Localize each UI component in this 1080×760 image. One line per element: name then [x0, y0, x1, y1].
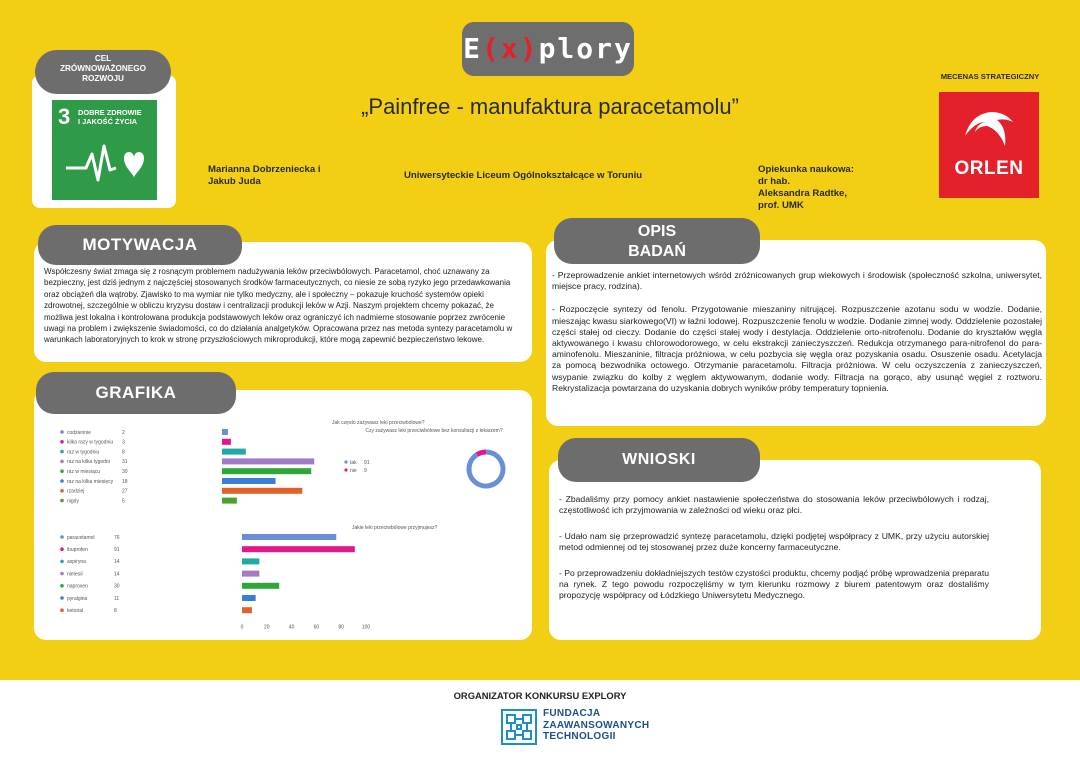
chart-2-bar — [242, 534, 336, 540]
foundation-name: FUNDACJA ZAAWANSOWANYCH TECHNOLOGII — [543, 708, 650, 742]
chart-2-value-label: 91 — [114, 547, 120, 553]
wnioski-text — [559, 494, 989, 616]
wnioski-paragraph-1: - Zbadaliśmy przy pomocy ankiet nastawienie społeczeństwa do stosowania leków przeciwbólowych i rodzaj, częstotliwość ich przyjmowania w zależności od wieku oraz płci. — [559, 494, 989, 516]
chart-2-legend-dot — [60, 535, 64, 539]
chart-2-category-label: aspiryna — [67, 559, 86, 566]
chart-3-legend-value: 9 — [364, 467, 367, 474]
chart-2-x-tick: 60 — [313, 624, 320, 631]
chart-1-category-label: kilka razy w tygodniu — [67, 439, 114, 446]
orlen-logo — [939, 92, 1039, 198]
chart-2-bar — [242, 571, 259, 577]
chart-1-bar — [222, 458, 314, 464]
authors: Marianna Dobrzeniecka i Jakub Juda — [208, 164, 321, 187]
supervisor: Opiekunka naukowa: dr hab. Aleksandra Radtke, prof. UMK — [758, 164, 854, 211]
project-title: „Painfree - manufaktura paracetamolu” — [361, 94, 739, 119]
wnioski-paragraph-3: - Po przeprowadzeniu dokładniejszych testów czystości produktu, chcemy podjąć próbę wprowadzenia preparatu na rynek. Z tego powodu rozpoczęliśmy w tym kierunku rozmowy z biurem patentowym oraz dostaliśmy propozycję współpracy od Łódzkiego Uniwersytetu Medycznego. — [559, 567, 989, 601]
chart-2-value-label: 76 — [114, 534, 120, 541]
chart-2-value-label: 30 — [114, 583, 120, 590]
chart-2-category-label: nimesil — [67, 571, 83, 578]
chart-1-value-label: 3 — [122, 439, 125, 446]
sdg-badge: CEL ZRÓWNOWAŻONEGO ROZWOJU — [35, 50, 171, 94]
chart-2-category-label: ibuprofen — [67, 547, 88, 553]
chart-2-bar — [242, 583, 279, 589]
chart-1-value-label: 5 — [122, 498, 125, 505]
chart-2-legend-dot — [60, 547, 64, 551]
chart-1-category-label: nigdy — [67, 498, 79, 505]
wnioski-card — [549, 460, 1041, 640]
chart-1-category-label: raz na kilka miesięcy — [67, 478, 114, 485]
chart-3-slice — [469, 452, 503, 486]
sdg-title: DOBRE ZDROWIE I JAKOŚĆ ŻYCIA — [78, 108, 142, 126]
chart-1-legend-dot — [60, 450, 64, 454]
wnioski-paragraph-2: - Udało nam się przeprowadzić syntezę paracetamolu, dzięki podjętej współpracy z UMK, przy użyciu autorskiej metod odmiennej od tej stosowanej przez duże koncerny farmaceutyczne. — [559, 530, 989, 553]
opis-paragraph-1: - Przeprowadzenie ankiet internetowych wśród zróżnicowanych grup wiekowych i środowisk (społeczność szkolna, uniwersytet, miejsce pracy, rodzina). — [552, 270, 1042, 292]
chart-1-value-label: 2 — [122, 429, 125, 436]
chart-3-legend-label: nie — [350, 467, 357, 474]
chart-1-legend-dot — [60, 440, 64, 444]
chart-2-category-label: pyralgina — [67, 595, 88, 602]
survey-charts — [34, 390, 532, 640]
explory-logo — [462, 22, 634, 76]
chart-1-bar — [222, 488, 302, 494]
footer — [0, 680, 1080, 760]
chart-2-legend-dot — [60, 560, 64, 564]
chart-1-legend-dot — [60, 460, 64, 464]
chart-2-bar — [242, 546, 355, 552]
chart-2-title: Jakie leki przeciwbólowe przyjmujesz? — [352, 525, 438, 531]
chart-1-legend-dot — [60, 489, 64, 493]
sponsor-label: MECENAS STRATEGICZNY — [940, 72, 1040, 81]
opis-text — [552, 270, 1042, 400]
chart-3-legend-label: tak — [350, 459, 357, 466]
chart-1-category-label: rzadziej — [67, 488, 85, 495]
chart-3-legend-dot — [344, 460, 347, 463]
chart-2-x-tick: 20 — [264, 624, 270, 631]
chart-1-bar — [222, 478, 276, 484]
chart-1-legend-dot — [60, 469, 64, 473]
chart-1-bar — [222, 498, 237, 504]
chart-2-category-label: ketonal — [67, 608, 84, 614]
motywacja-text: Współczesny świat zmaga się z rosnącym problemem nadużywania leków przeciwbólowych. Paracetamol, choć uznawany za bezpieczny, jest dziś jednym z najczęściej stosowanych środków farmaceutycznych, co niesie ze sobą ryzyko jego przedawkowania oraz obciążeń dla wątroby. Zjawisko to ma wymiar nie tylko medyczny, ale i społeczny – pokazuje kruchość systemów opieki zdrowotnej, szczególnie w obliczu kryzysu dostaw i centralizacji produkcji leków w Azji. Naszym projektem chcemy pokazać, że możliwa jest lokalna i kontrolowana produkcja podstawowych leków oraz ograniczyć ich nadmierne stosowanie poprzez zwrócenie uwagi na problem i zwiększenie świadomości, co do działania analgetyków. Opracowana przez nas metoda syntezy paracetamolu w warunkach laboratoryjnych to krok w stronę przyszłościowych mikroprodukcji, które mogą zapewnić bezpieczeństwo lekowe. — [44, 267, 513, 345]
opis-heading — [554, 218, 760, 264]
grafika-heading: GRAFIKA — [36, 372, 236, 414]
logo-part-e: E — [463, 32, 482, 65]
chart-1-legend-dot — [60, 430, 64, 434]
chart-1-category-label: raz na kilka tygodni — [67, 459, 110, 466]
chart-2-category-label: naproxen — [67, 583, 88, 590]
chart-2-value-label: 8 — [114, 608, 117, 614]
chart-2-legend-dot — [60, 584, 64, 588]
chart-1-title: Jak często zażywasz leki przeciwbólowe? — [332, 420, 425, 426]
chart-2-legend-dot — [60, 596, 64, 600]
chart-1-value-label: 31 — [122, 459, 128, 466]
chart-1-value-label: 27 — [122, 488, 128, 495]
opis-heading-line1: OPIS — [637, 223, 677, 240]
chart-2-bar — [242, 607, 252, 613]
heartbeat-icon — [64, 140, 146, 188]
chart-1-bar — [222, 449, 246, 455]
sdg-number: 3 — [58, 104, 71, 129]
chart-2-bar — [242, 595, 256, 601]
chart-2-x-tick: 100 — [361, 624, 371, 631]
opis-paragraph-2: - Rozpoczęcie syntezy od fenolu. Przygotowanie mieszaniny nitrującej. Rozpuszczenie azotanu sodu w wodzie. Dodanie, mieszając kwasu siarkowego(VI) w łaźni lodowej. Rozpuszczenie fenolu w wodzie. Dodanie zimnej wody. Oddzielenie pozostałej części stałej od cieczy. Dodanie do części stałej wody i destylacja. Oddzielenie orto-nitrofenolu. Dodanie do kryształów węgla aktywowanego i kwasu chlorowodorowego, w celu ekstrakcji zanieczyszczeń. Redukcja otrzymanego para-nitrofenol do para-aminofenolu. Mieszaninie, filtracja próżniowa, w celu pozbycia się węgla oraz pozyskania osadu. Osuszenie osadu. Acetylacja za pomocą bezwodnika octowego. Otrzymanie paracetamolu. Filtracja próżniowa. W celu oczyszczenia z zanieczyszczeń, wsypanie związku do kolby z węglem aktywowanym, dodanie wody. Filtracja na gorąco, aby usunąć węgiel z roztworu. Rekrystalizacja powtarzana do uzyskania dobrych wyników próby temperatury topnienia. — [552, 304, 1042, 393]
chart-2-value-label: 14 — [114, 571, 120, 578]
opis-card — [546, 240, 1046, 426]
opis-heading-line2: BADAŃ — [628, 243, 686, 260]
chart-1-category-label: raz w tygodniu — [67, 449, 100, 456]
chart-1-value-label: 18 — [122, 478, 128, 485]
chart-2-value-label: 11 — [114, 595, 120, 602]
chart-1-legend-dot — [60, 499, 64, 503]
chart-2-value-label: 14 — [114, 559, 120, 566]
chart-1-bar — [222, 439, 231, 445]
chart-1-category-label: raz w miesiącu — [67, 469, 101, 475]
chart-2-bar — [242, 558, 259, 564]
chart-2-x-tick: 0 — [240, 624, 244, 631]
logo-part-plory: plory — [538, 32, 633, 65]
chart-1-bar — [222, 429, 228, 435]
orlen-name: ORLEN — [954, 158, 1024, 179]
chart-2-x-tick: 40 — [288, 624, 295, 631]
wnioski-heading: WNIOSKI — [558, 438, 760, 482]
orlen-eagle-icon — [961, 106, 1017, 150]
sdg-goal-tile — [52, 100, 157, 200]
chart-1-legend-dot — [60, 479, 64, 483]
chart-1-category-label: codziennie — [67, 429, 91, 436]
motywacja-heading: MOTYWACJA — [38, 225, 242, 265]
foundation-logo-icon — [501, 709, 537, 745]
chart-3-title: Czy zażywasz leki przeciwbólowe bez konsultacji z lekarzem? — [365, 428, 503, 434]
organizer-label: ORGANIZATOR KONKURSU EXPLORY — [453, 690, 627, 701]
chart-2-x-tick: 80 — [338, 624, 344, 631]
logo-part-x: (x) — [481, 32, 539, 65]
chart-3-slice — [477, 452, 486, 455]
school-name: Uniwersyteckie Liceum Ogólnokształcące w Toruniu — [404, 170, 643, 181]
chart-2-legend-dot — [60, 572, 64, 576]
chart-2-category-label: paracetamol — [67, 534, 95, 541]
chart-3-legend-value: 91 — [364, 459, 370, 466]
chart-3-legend-dot — [344, 468, 347, 471]
chart-1-value-label: 30 — [122, 469, 128, 475]
chart-1-value-label: 8 — [122, 449, 125, 456]
grafika-card — [34, 390, 532, 640]
chart-1-bar — [222, 468, 311, 474]
chart-2-legend-dot — [60, 608, 64, 612]
